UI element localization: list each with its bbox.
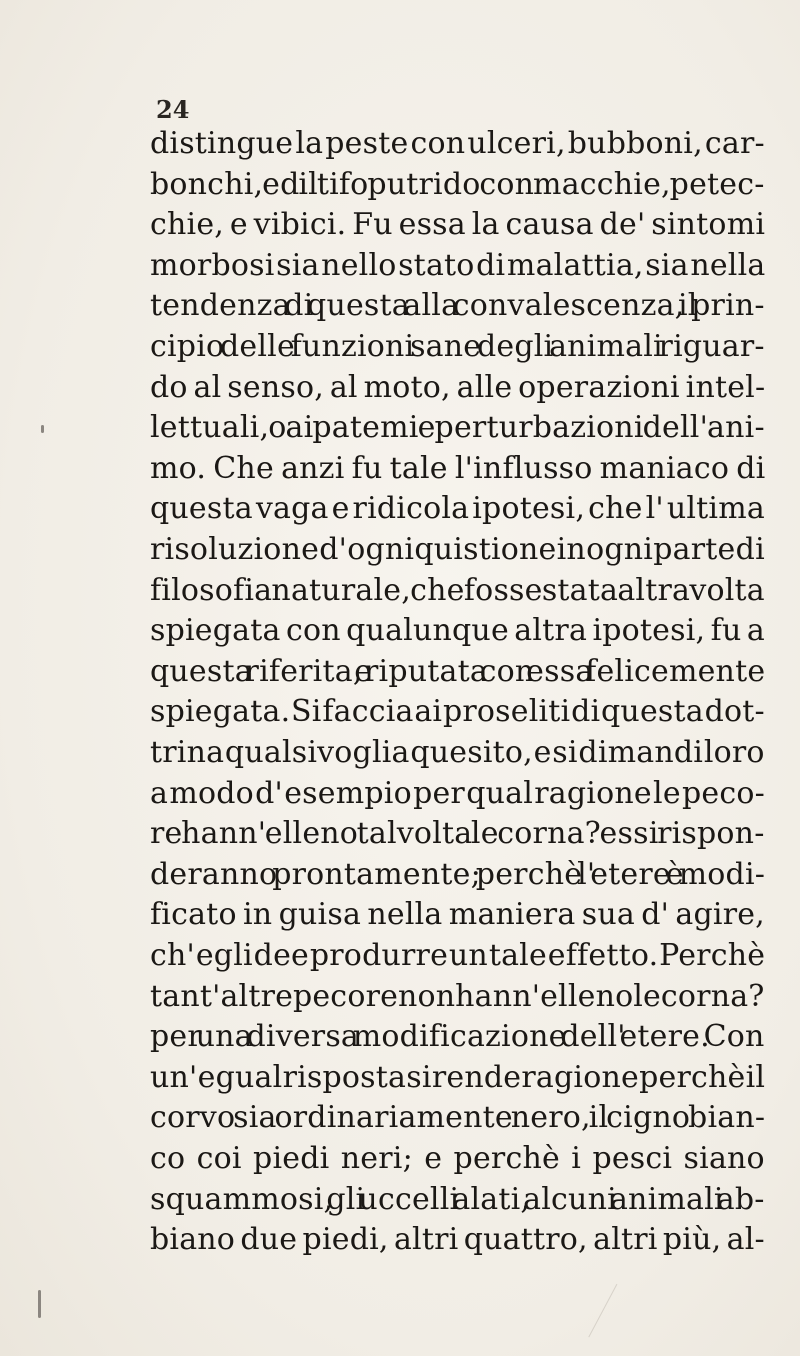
text-line: per una diversa modificazione dell' etere. Con: [150, 1019, 765, 1055]
text-line: distingue la peste con ulceri, bubboni, car-: [150, 126, 765, 161]
text-line: biano due piedi, altri quattro, altri più, al-: [150, 1222, 765, 1258]
text-line: trina qualsivoglia quesito, e si dimandi loro: [150, 735, 765, 770]
page-number: 24: [156, 95, 190, 124]
text-line: bonchi, ed il tifo putrido con macchie, petec-: [150, 166, 765, 202]
text-line: re hann' elleno talvolta le corna? essi rispon-: [150, 816, 765, 852]
margin-mark: [41, 425, 44, 433]
text-line: risoluzione d' ogni quistione in ogni parte di: [150, 532, 765, 567]
text-line: un' egual risposta si rende ragione perchè il: [150, 1059, 766, 1095]
text-line: ficato in guisa nella maniera sua d' agire,: [150, 897, 765, 933]
text-line: lettuali, o ai patemi e perturbazioni dell' ani-: [150, 410, 765, 446]
text-line: spiegata con qualunque altra ipotesi, fu a: [150, 613, 765, 649]
text-line: corvo sia ordinariamente nero, il cigno bian-: [150, 1100, 766, 1136]
paper-crease: [588, 1284, 652, 1356]
text-line: morbosi sia nello stato di malattia, sia nella: [150, 247, 766, 283]
text-line: squammosi, gli uccelli alati, alcuni animali ab-: [150, 1181, 765, 1217]
text-line: tendenza di questa alla convalescenza, il prin-: [150, 288, 765, 324]
text-line: spiegata. Si faccia ai proseliti di questa dot-: [150, 694, 765, 730]
text-line: tant' altre pecore non hann' elleno le corna?: [150, 978, 765, 1014]
text-line: filosofia naturale, che fosse stata altra volta: [150, 572, 765, 608]
text-line: co coi piedi neri; e perchè i pesci siano: [150, 1141, 765, 1176]
text-line: mo. Che anzi fu tale l'influsso maniaco di: [150, 450, 766, 486]
text-line: a modo d' esempio per qual ragione le peco-: [150, 775, 765, 811]
text-line: chie, e vibici. Fu essa la causa de' sintomi: [150, 207, 766, 243]
text-line: do al senso, al moto, alle operazioni intel-: [150, 369, 766, 405]
text-line: questa vaga e ridicola ipotesi, che l' ultima: [150, 491, 765, 527]
text-line: ch' egli dee produrre un tale effetto. Perchè: [150, 938, 766, 973]
text-line: questa riferita, e riputata con essa felicemente: [150, 653, 766, 689]
text-line: deranno prontamente; perchè l' etere è modi-: [150, 856, 766, 892]
margin-mark: [38, 1290, 41, 1318]
text-line: cipio delle funzioni sane degli animali riguar-: [150, 329, 765, 364]
